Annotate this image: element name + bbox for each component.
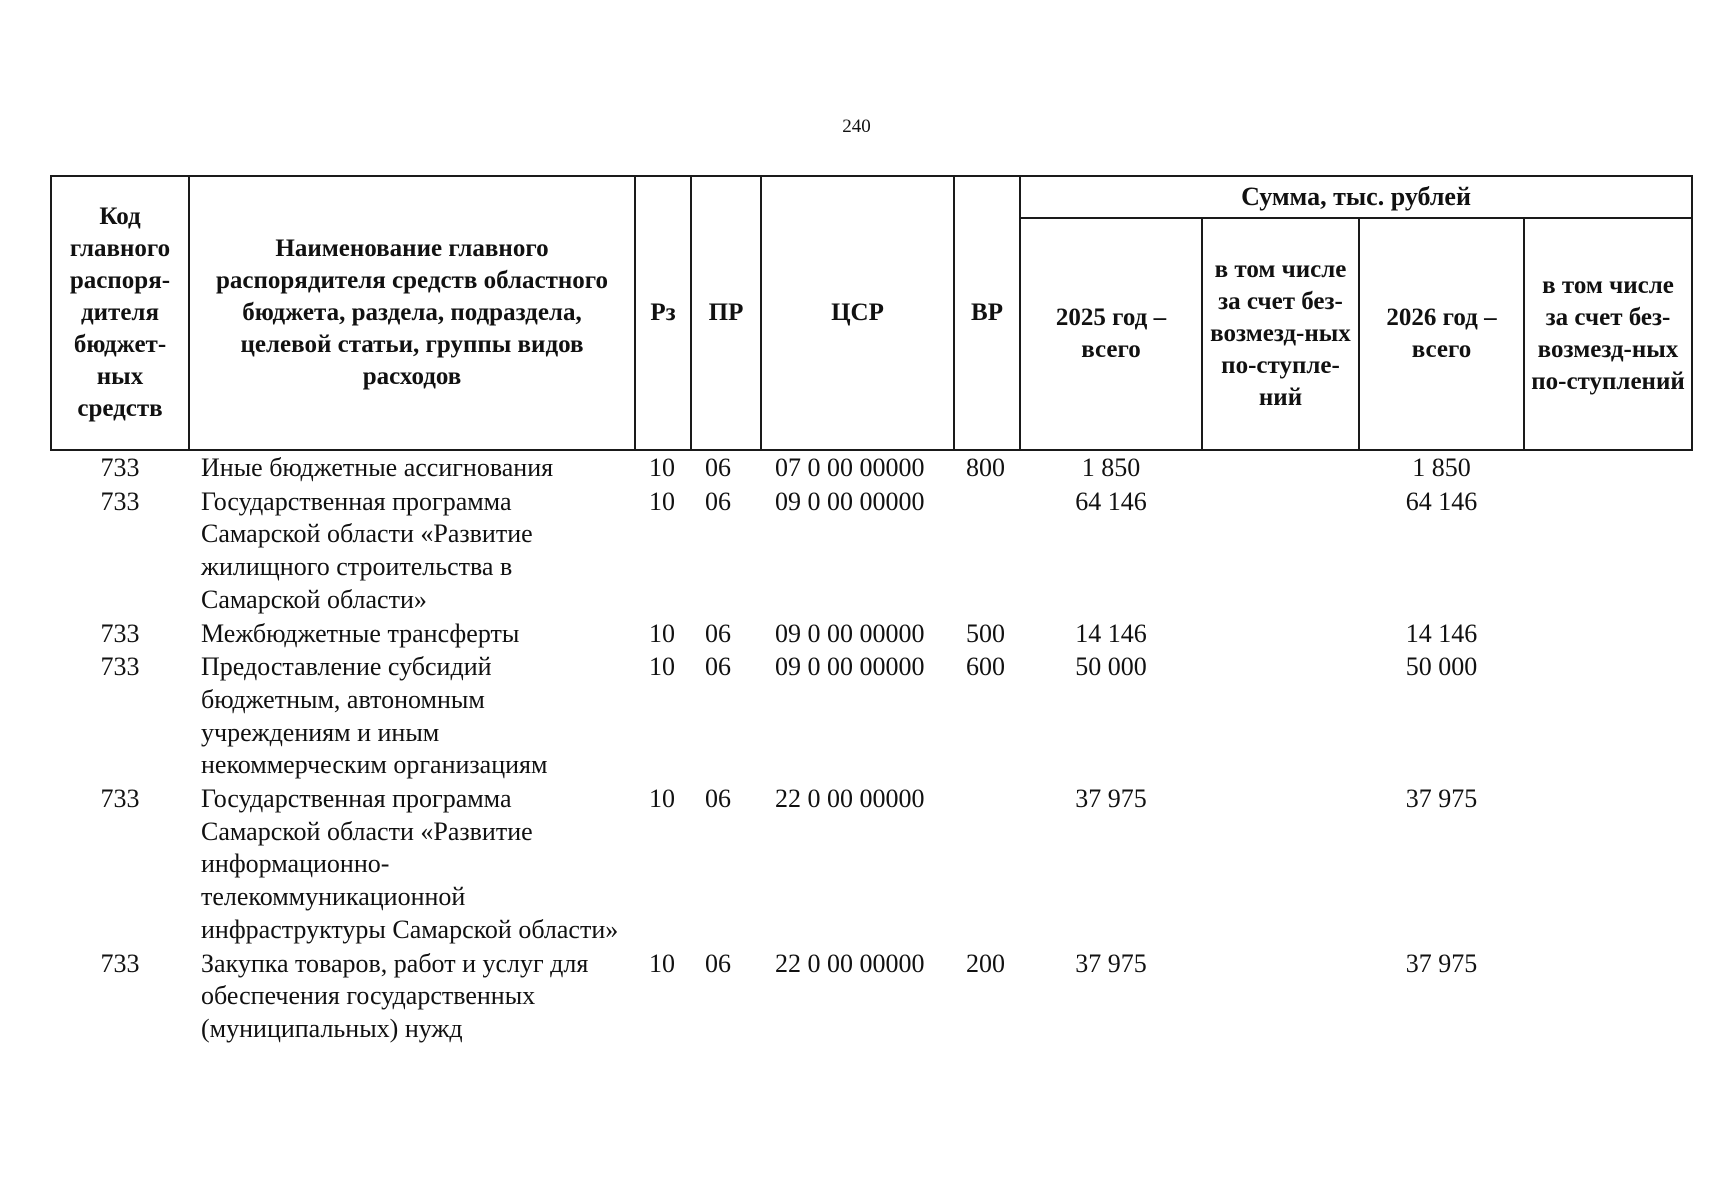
header-name: Наименование главного распорядителя средств областного бюджета, раздела, подраздела, целевой статьи, группы видов расходов [189, 176, 635, 450]
row-vr: 500 [966, 618, 1005, 648]
row-rz: 10 [649, 453, 675, 482]
row-2025-total: 1 850 [1081, 453, 1141, 482]
row-vr [954, 485, 1020, 617]
row-code: 733 [100, 618, 140, 648]
row-2026-total: 64 146 [1405, 486, 1478, 516]
table-row [51, 947, 1692, 1046]
row-name: Межбюджетные трансферты [201, 618, 520, 648]
header-rz: Рз [635, 176, 691, 450]
row-2025-total: 37 975 [1075, 948, 1147, 978]
row-rz: 10 [649, 486, 675, 516]
row-code: 733 [100, 948, 140, 978]
header-2025-grants: в том числе за счет без-возмезд-ных по-ступле-ний [1202, 218, 1359, 450]
row-2025-total: 14 146 [1075, 618, 1147, 648]
row-csr: 22 0 00 00000 [775, 948, 925, 978]
row-2026-total: 50 000 [1405, 652, 1478, 682]
row-2025-total: 37 975 [1075, 784, 1147, 814]
row-2026-total: 37 975 [1405, 948, 1478, 978]
header-vr: ВР [954, 176, 1020, 450]
table-header [51, 176, 1692, 450]
row-name: Иные бюджетные ассигнования [201, 453, 554, 482]
row-2025-grants [1202, 947, 1359, 1046]
row-pr: 06 [705, 948, 731, 978]
row-code: 733 [100, 486, 140, 516]
header-2026-grants: в том числе за счет без-возмезд-ных по-ступлений [1524, 218, 1692, 450]
header-code: Код главного распоря-дителя бюджет-ных средств [51, 176, 189, 450]
budget-table [50, 175, 1693, 1046]
row-vr: 800 [966, 453, 1005, 482]
row-2025-grants [1202, 485, 1359, 617]
table-row [51, 650, 1692, 782]
row-pr: 06 [705, 652, 731, 682]
page-number: 240 [842, 116, 871, 137]
row-2025-total: 64 146 [1075, 486, 1147, 516]
header-pr: ПР [691, 176, 761, 450]
row-rz: 10 [649, 784, 675, 814]
row-name: Закупка товаров, работ и услуг для обеспечения государственных (муниципальных) нужд [201, 948, 589, 1043]
row-2026-total: 37 975 [1405, 784, 1478, 814]
row-2026-grants [1524, 485, 1692, 617]
row-pr: 06 [705, 784, 731, 814]
row-2026-grants [1524, 650, 1692, 782]
row-csr: 09 0 00 00000 [775, 486, 925, 516]
header-2026-total: 2026 год – всего [1359, 218, 1524, 450]
row-2026-grants [1524, 617, 1692, 651]
row-code: 733 [100, 784, 140, 814]
table-row [51, 617, 1692, 651]
row-2025-grants [1202, 617, 1359, 651]
row-code: 733 [100, 453, 140, 482]
row-vr: 600 [966, 652, 1005, 682]
row-csr: 22 0 00 00000 [775, 784, 925, 814]
header-sum: Сумма, тыс. рублей [1020, 176, 1692, 218]
row-2025-grants [1202, 650, 1359, 782]
row-code: 733 [100, 652, 140, 682]
row-2026-total: 14 146 [1405, 618, 1478, 648]
row-pr: 06 [705, 486, 731, 516]
row-2026-grants [1524, 947, 1692, 1046]
row-rz: 10 [649, 948, 675, 978]
row-vr: 200 [966, 948, 1005, 978]
row-2026-grants [1524, 450, 1692, 485]
row-rz: 10 [649, 652, 675, 682]
row-csr: 07 0 00 00000 [775, 453, 925, 482]
row-2026-grants [1524, 782, 1692, 947]
table-body [51, 450, 1692, 1046]
row-2025-grants [1202, 450, 1359, 485]
row-pr: 06 [705, 618, 731, 648]
row-2026-total: 1 850 [1412, 453, 1471, 482]
row-2025-grants [1202, 782, 1359, 947]
row-rz: 10 [649, 618, 675, 648]
row-2025-total: 50 000 [1075, 652, 1147, 682]
row-vr [954, 782, 1020, 947]
row-name: Предоставление субсидий бюджетным, автономным учреждениям и иным некоммерческим организациям [201, 652, 548, 780]
table-row [51, 485, 1692, 617]
header-2025-total: 2025 год – всего [1020, 218, 1202, 450]
table-row [51, 782, 1692, 947]
row-csr: 09 0 00 00000 [775, 618, 925, 648]
row-name: Государственная программа Самарской области «Развитие жилищного строительства в Самарской области» [201, 486, 533, 614]
row-name: Государственная программа Самарской области «Развитие информационно-телекоммуникационной инфраструктуры Самарской области» [201, 784, 619, 944]
row-pr: 06 [705, 453, 731, 482]
header-csr: ЦСР [761, 176, 954, 450]
row-csr: 09 0 00 00000 [775, 652, 925, 682]
table-row [51, 450, 1692, 485]
